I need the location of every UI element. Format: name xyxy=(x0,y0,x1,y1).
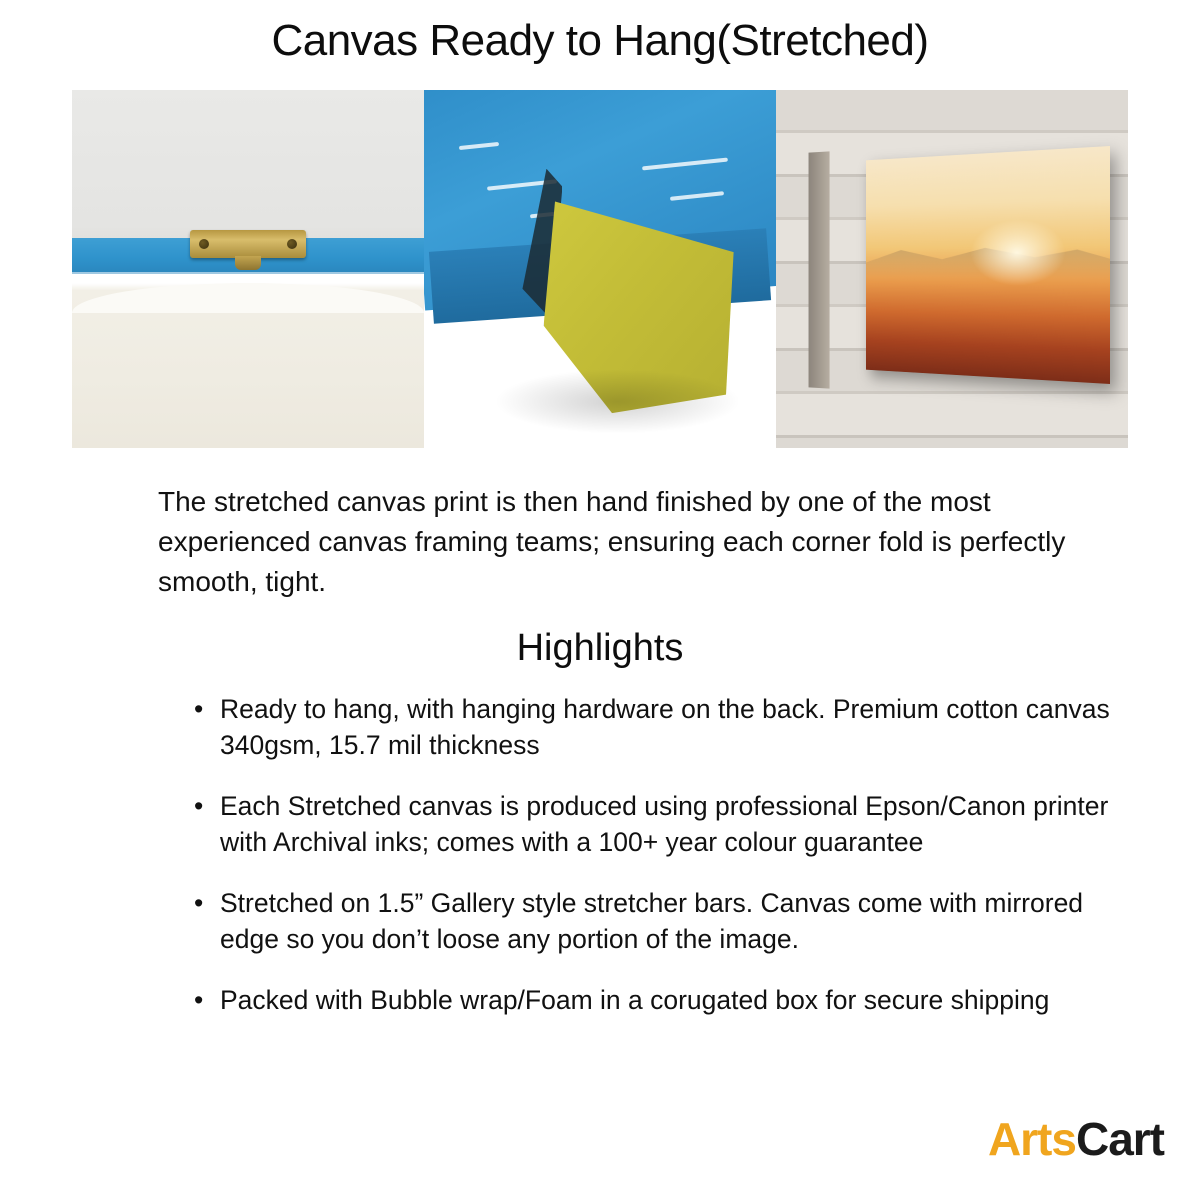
canvas-white-surface xyxy=(72,283,424,313)
canvas-artwork xyxy=(866,146,1110,384)
brand-logo-cart: Cart xyxy=(1075,1113,1164,1165)
list-item-text: Stretched on 1.5” Gallery style stretcher bars. Canvas come with mirrored edge so you don’t loose any portion of the image. xyxy=(220,888,1084,954)
product-image-strip xyxy=(72,90,1129,448)
photo-canvas-back-hardware xyxy=(72,90,424,448)
bullet-icon: • xyxy=(194,791,204,822)
list-item-text: Packed with Bubble wrap/Foam in a corugated box for secure shipping xyxy=(220,985,1050,1016)
photo-canvas-on-wall xyxy=(776,90,1128,448)
list-item-text: Ready to hang, with hanging hardware on the back. Premium cotton canvas 340gsm, 15.7 mil thickness xyxy=(220,694,1110,760)
list-item-text: Each Stretched canvas is produced using professional Epson/Canon printer with Archival inks; comes with a 100+ year colour guarantee xyxy=(220,791,1109,857)
bullet-icon: • xyxy=(194,888,204,919)
bullet-icon: • xyxy=(194,694,204,725)
hanging-bracket xyxy=(190,230,306,258)
intro-paragraph: The stretched canvas print is then hand finished by one of the most experienced canvas framing teams; ensuring each corner fold is perfectly smooth, tight. xyxy=(158,486,1066,597)
list-item xyxy=(194,983,1110,1019)
list-item xyxy=(194,692,1110,763)
hanging-hook xyxy=(235,256,261,270)
highlights-list xyxy=(90,692,1110,1019)
highlights-heading: Highlights xyxy=(516,627,684,670)
brand-logo xyxy=(988,1112,1164,1166)
list-item xyxy=(194,886,1110,957)
canvas-depth-edge xyxy=(809,151,830,388)
sun-glow xyxy=(971,218,1067,286)
drop-shadow xyxy=(494,369,741,433)
list-item xyxy=(194,789,1110,860)
photo-corner-fold xyxy=(424,90,776,448)
brand-logo-arts: Arts xyxy=(987,1113,1076,1165)
bullet-icon: • xyxy=(194,985,204,1016)
page-title: Canvas Ready to Hang(Stretched) xyxy=(271,16,929,65)
